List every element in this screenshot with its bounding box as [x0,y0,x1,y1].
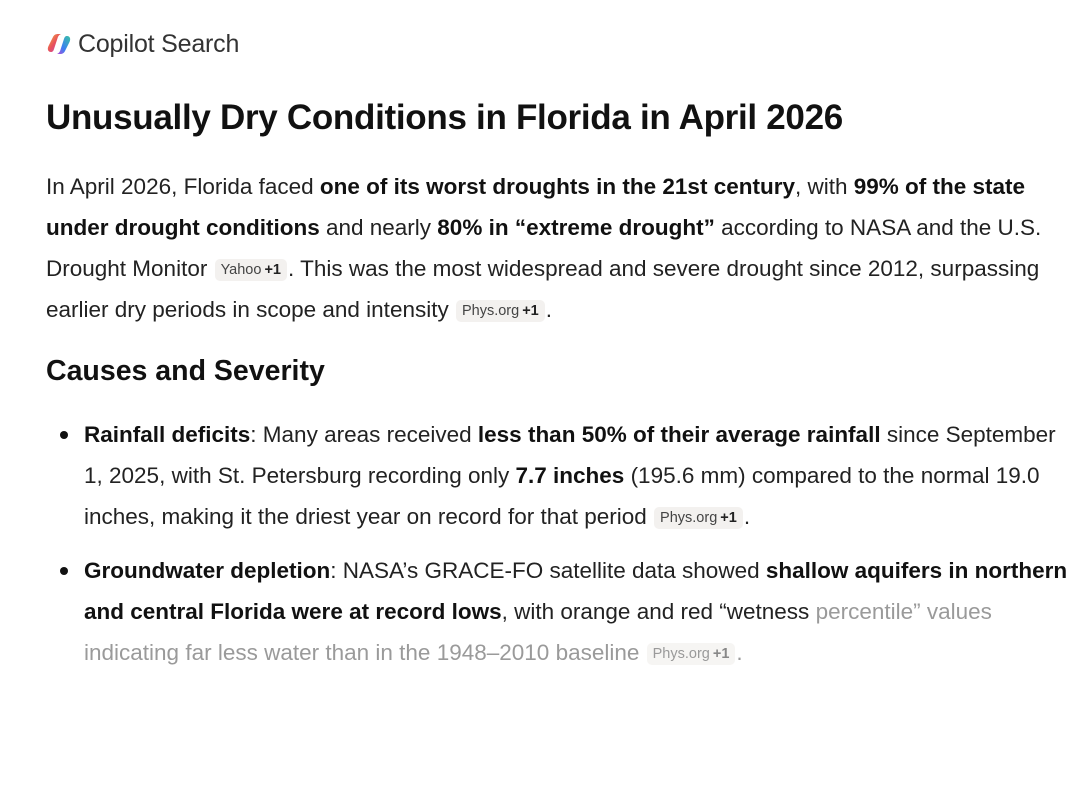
citation-more-count: +1 [522,303,539,319]
item-title: Groundwater depletion [84,558,331,583]
intro-emphasis: one of its worst droughts in the 21st century [319,174,795,199]
item-title: Rainfall deficits [84,422,251,447]
page-title: Unusually Dry Conditions in Florida in April 2026 [46,98,843,137]
citation-more-count: +1 [720,510,737,526]
citation-chip-phys-org[interactable] [647,643,736,665]
item-text: (195.6 mm) compared to the normal 19.0 inches, making it the driest year on record for that period [84,463,1040,529]
intro-text: according to NASA and the U.S. Drought Monitor [46,215,1042,281]
intro-text: , with [794,174,854,199]
section-heading: Causes and Severity [46,355,325,387]
citation-source: Yahoo [220,262,262,278]
item-text: percentile” values indicating far less water than in the 1948–2010 baseline [84,599,992,665]
item-text: : Many areas received [250,422,478,447]
bullet-list [84,414,1069,686]
list-item-groundwater-depletion [84,550,1069,673]
citation-chip-phys-org[interactable] [456,300,545,322]
citation-source: Phys.org [461,303,520,319]
bullet-dot [60,567,68,575]
item-emphasis: 7.7 inches [515,463,625,488]
item-emphasis: shallow aquifers in northern and central Florida were at record lows [84,558,1068,624]
item-text: . [743,504,751,529]
item-text: , with orange and red “wetness [501,599,816,624]
list-item-rainfall-deficits [84,414,1069,537]
item-text: since September 1, 2025, with St. Petersburg recording only [84,422,1056,488]
brand-name[interactable]: Copilot Search [78,29,240,58]
citation-more-count: +1 [712,646,730,662]
intro-text: In April 2026, Florida faced [46,174,320,199]
citation-source: Phys.org [660,510,718,526]
citation-chip-phys-org[interactable] [654,507,743,529]
item-text: : NASA’s GRACE-FO satellite data showed [330,558,766,583]
intro-emphasis: 80% in “extreme drought” [437,215,715,240]
bullet-dot [60,431,68,439]
intro-text: . This was the most widespread and severe drought since 2012, surpassing earlier dry periods in scope and intensity [46,256,1040,322]
copilot-logo-icon [46,31,72,57]
app-header [46,28,239,60]
citation-chip-yahoo[interactable] [215,259,287,281]
item-emphasis: less than 50% of their average rainfall [477,422,881,447]
intro-paragraph [46,166,1046,330]
intro-emphasis: 99% of the state under drought conditions [46,174,1026,240]
citation-more-count: +1 [264,262,281,278]
citation-source: Phys.org [652,646,710,662]
intro-text: . [545,297,553,322]
item-text: . [736,640,743,665]
intro-text: and nearly [319,215,438,240]
